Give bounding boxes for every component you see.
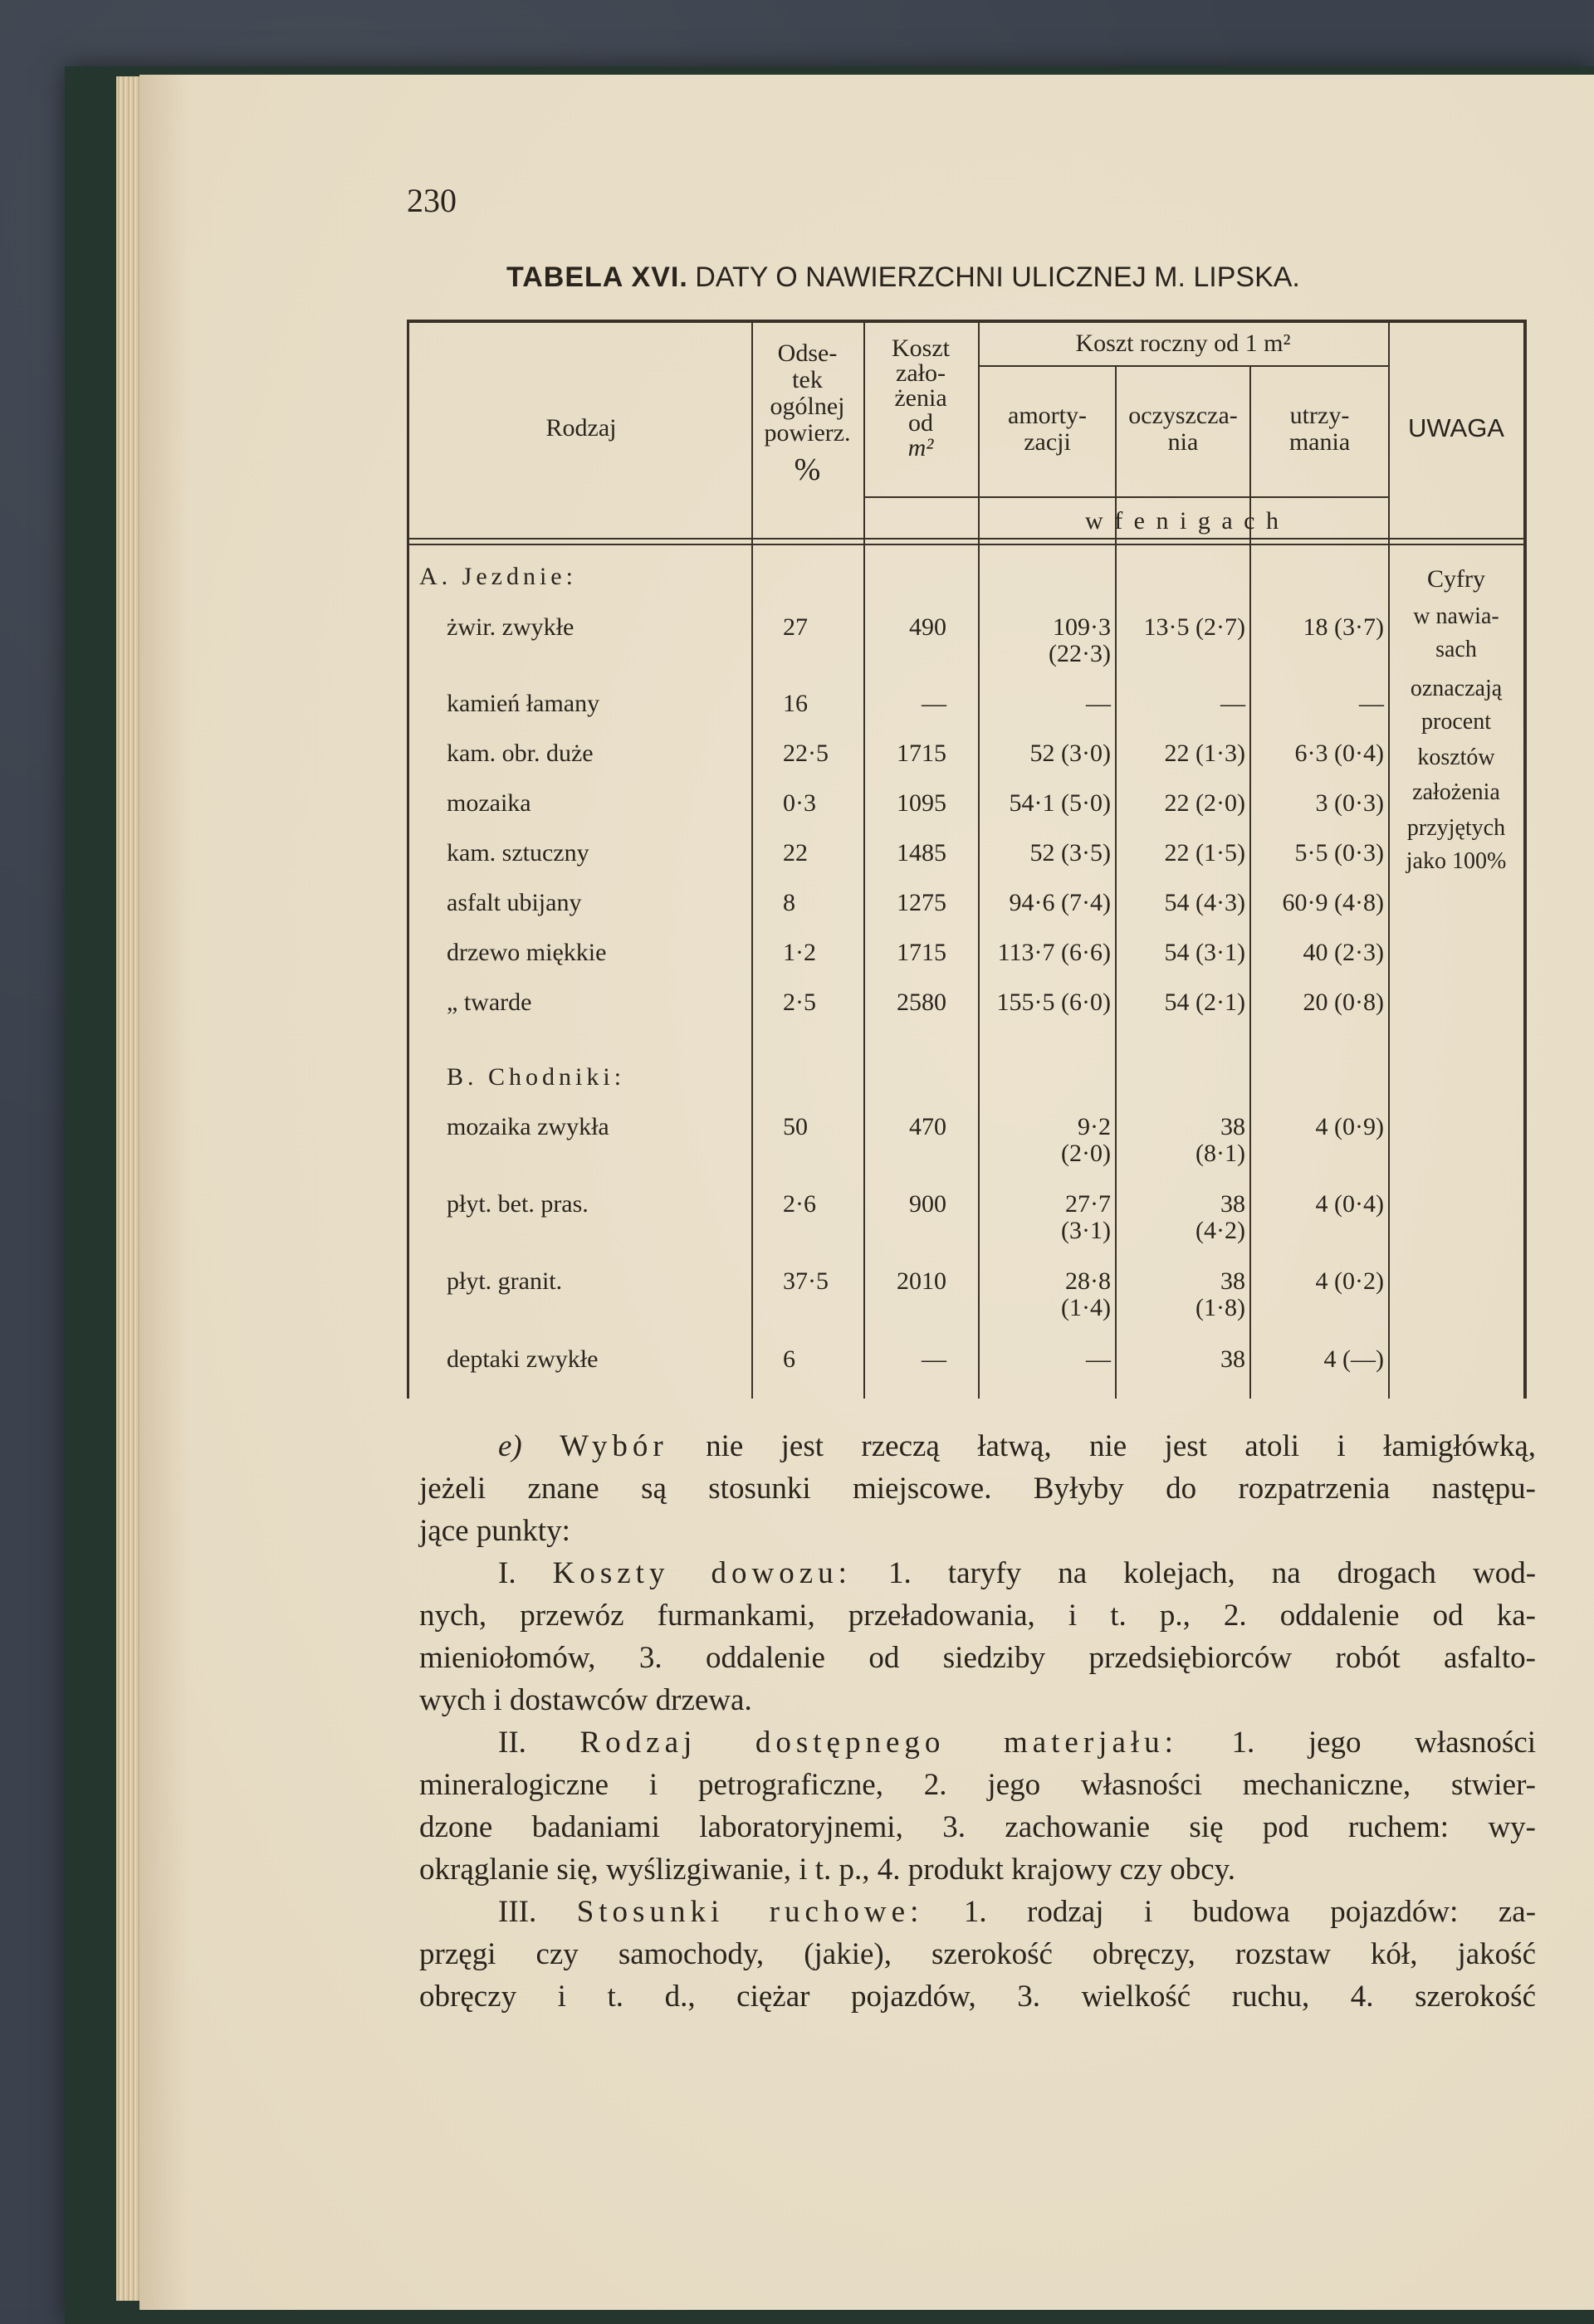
cell-name: deptaki zwykłe [447,1345,599,1373]
header-rule-2 [407,544,1526,545]
cell-name: żwir. zwykłe [447,613,575,641]
header-odsetek-unit: % [794,452,821,487]
cell-cost: 2580 [897,989,946,1016]
paragraph-e-spaced: Wybór [560,1429,668,1463]
cell-pct: 6 [783,1345,795,1373]
text-line [498,1891,1536,1933]
header-koszt-zalozenia [863,336,978,461]
cell-pct: 0·3 [783,789,816,817]
cell-cost: 1715 [897,939,946,966]
paragraph-iii-spaced: Stosunki ruchowe: [576,1895,924,1929]
cell-amort: — [1086,1345,1111,1373]
koszt-roczny-rule [978,365,1388,367]
cell-cost: 470 [909,1113,946,1140]
header-odsetek-line: Odse- [777,339,838,367]
cell-name: kam. obr. duże [447,740,594,767]
cell-amort: 113·7 (6·6) [997,939,1111,966]
paragraph-ii-lead: II. [498,1726,526,1760]
cell-oczy: 38 [1220,1345,1245,1373]
cell-utrz: 18 (3·7) [1303,613,1384,641]
cell-oczy: 54 (3·1) [1164,939,1245,966]
header-amort-line: zacji [1024,428,1071,456]
page-number: 230 [407,182,457,219]
cell-cost: 900 [909,1190,946,1218]
header-oczy-line: nia [1167,428,1199,456]
cell-amort: 54·1 (5·0) [1009,789,1111,817]
header-odsetek-line: ogólnej [770,393,845,420]
cell-utrz: 4 (0·9) [1315,1113,1384,1140]
cell-cost: — [922,1345,946,1373]
cell-utrz: 4 (0·2) [1315,1267,1384,1295]
paragraph-iii-line: 1. rodzaj i budowa pojazdów: za- [963,1895,1537,1929]
text-line: okrąglanie się, wyślizgiwanie, i t. p., 4. produkt krajowy czy obcy. [419,1853,1235,1887]
table-title-bold: TABELA XVI. [506,261,688,293]
cell-utrz: 20 (0·8) [1303,989,1384,1016]
cell-utrz: 40 (2·3) [1303,939,1384,966]
cell-cost: 490 [909,613,946,641]
cell-oczy: — [1220,690,1245,717]
fenigach-rule [863,496,1388,498]
cell-oczy: 54 (4·3) [1164,889,1245,916]
cell-name: płyt. bet. pras. [447,1190,589,1218]
cell-utrz: — [1359,690,1384,717]
cell-utrz: 6·3 (0·4) [1294,740,1384,767]
cell-pct: 1·2 [783,939,816,966]
cell-amort: 28·8 [1065,1267,1111,1295]
cell-utrz: 60·9 (4·8) [1282,889,1384,916]
header-uwaga: UWAGA [1408,413,1504,442]
cell-pct: 37·5 [783,1267,829,1295]
cell-cost: 1095 [897,789,946,817]
uwaga-line: kosztów [1417,745,1495,770]
cell-oczy: 22 (1·5) [1164,839,1245,867]
text-line: obręczy i t. d., ciężar pojazdów, 3. wielkość ruchu, 4. szerokość [419,1980,1536,2014]
cell-oczy: 38 [1220,1113,1245,1140]
header-koszt-line: od [908,409,933,437]
cell-pct: 16 [783,690,808,717]
cell-oczy: (1·8) [1196,1294,1245,1321]
cell-pct: 22·5 [783,740,829,767]
uwaga-line: sach [1435,637,1477,662]
cell-utrz: 4 (0·4) [1315,1190,1384,1218]
text-line: mieniołomów, 3. oddalenie od siedziby przedsiębiorców robót asfalto- [419,1641,1536,1675]
header-utrz-line: mania [1288,428,1351,456]
paragraph-iii-lead: III. [498,1895,537,1929]
paragraph-i-line: 1. taryfy na kolejach, na drogach wod- [888,1556,1537,1590]
uwaga-line: założenia [1412,779,1500,805]
header-rule-1 [407,538,1526,540]
cell-oczy: (8·1) [1196,1140,1245,1167]
cell-oczy: 54 (2·1) [1164,989,1245,1016]
cell-amort: — [1086,690,1111,717]
cell-amort: 27·7 [1065,1190,1111,1218]
cell-amort: (3·1) [1061,1217,1111,1244]
header-odsetek-line: powierz. [764,419,851,447]
header-utrzymania [1251,403,1388,456]
cell-pct: 8 [783,889,795,916]
uwaga-line: w nawia- [1413,603,1499,629]
section-a-title: A. Jezdnie: [419,563,577,590]
cell-name: płyt. granit. [447,1267,563,1295]
cell-pct: 50 [783,1113,808,1140]
cell-amort: 52 (3·5) [1029,839,1111,867]
cell-amort: 94·6 (7·4) [1009,889,1111,916]
cell-pct: 2·6 [783,1190,816,1218]
uwaga-line: jako 100% [1406,848,1507,874]
cell-name: kam. sztuczny [447,839,589,867]
cell-name: „ twarde [447,989,532,1016]
header-rodzaj: Rodzaj [545,414,617,442]
text-line: jeżeli znane są stosunki miejscowe. Byłyby do rozpatrzenia następu- [419,1472,1536,1506]
cell-name: kamień łamany [447,690,600,717]
cell-utrz: 5·5 (0·3) [1294,839,1384,867]
table-right-rule [1523,320,1527,1399]
cell-amort: (2·0) [1061,1140,1111,1167]
cell-oczy: 22 (2·0) [1164,789,1245,817]
cell-name: mozaika [447,789,531,817]
header-amort-line: amorty- [1008,402,1087,429]
cell-oczy: 13·5 (2·7) [1143,613,1245,641]
uwaga-line: procent [1421,709,1491,735]
cell-oczy: 22 (1·3) [1164,740,1245,767]
cell-cost: 1715 [897,740,946,767]
cell-cost: 1485 [897,839,946,867]
cell-amort: 9·2 [1078,1113,1111,1140]
header-koszt-line: zało- [896,359,946,387]
paragraph-i-lead: I. [498,1556,516,1590]
cell-oczy: (4·2) [1196,1217,1245,1244]
uwaga-line: przyjętych [1406,815,1506,841]
cell-pct: 2·5 [783,989,816,1016]
header-unit-row: w f e n i g a c h [1085,507,1281,535]
paragraph-e-line: nie jest rzeczą łatwą, nie jest atoli i łamigłówką, [706,1429,1537,1463]
text-line: nych, przewóz furmankami, przeładowania, i t. p., 2. oddalenie od ka- [419,1599,1536,1633]
cell-cost: 1275 [897,889,946,916]
table-left-rule [407,320,409,1399]
cell-amort: (22·3) [1049,640,1111,667]
header-odsetek [751,339,863,487]
cell-name: asfalt ubijany [447,889,582,916]
text-line: wych i dostawców drzewa. [419,1683,752,1717]
cell-oczy: 38 [1220,1267,1245,1295]
uwaga-line: oznaczają [1410,676,1503,701]
header-amortyzacji [980,403,1115,456]
cell-amort: 52 (3·0) [1029,740,1111,767]
text-line [498,1425,1536,1467]
cell-cost: 2010 [897,1267,946,1295]
cell-utrz: 3 (0·3) [1315,789,1384,817]
header-koszt-line: m² [907,434,934,461]
page-edges [116,76,141,2301]
cell-oczy: 38 [1220,1190,1245,1218]
cell-pct: 27 [783,613,808,641]
header-koszt-line: żenia [894,384,947,412]
header-odsetek-line: tek [792,366,823,393]
cell-name: drzewo miękkie [447,939,607,966]
table-title [506,261,1300,294]
paragraph-e-lead: e) [498,1429,522,1463]
header-koszt-line: Koszt [892,334,950,362]
cell-name: mozaika zwykła [447,1113,609,1140]
header-oczy-line: oczyszcza- [1128,402,1238,429]
cell-cost: — [922,690,946,717]
section-b-title: B. Chodniki: [447,1063,626,1091]
paragraph-ii-spaced: Rodzaj dostępnego materjału: [579,1726,1178,1760]
table-title-rest: DATY O NAWIERZCHNI ULICZNEJ M. LIPSKA. [695,261,1300,293]
cell-pct: 22 [783,839,808,867]
text-line [498,1721,1536,1764]
text-line [498,1552,1536,1594]
text-line: mineralogiczne i petrograficzne, 2. jego własności mechaniczne, stwier- [419,1768,1536,1802]
table-top-rule [407,320,1526,323]
cell-utrz: 4 (—) [1323,1345,1384,1373]
cell-amort: (1·4) [1061,1294,1111,1321]
cell-amort: 109·3 [1053,613,1111,641]
text-line: jące punkty: [419,1514,570,1548]
header-utrz-line: utrzy- [1289,402,1350,429]
header-koszt-roczny: Koszt roczny od 1 m² [1075,330,1291,357]
cell-amort: 155·5 (6·0) [996,989,1111,1016]
text-line: przęgi czy samochody, (jakie), szerokość obręczy, rozstaw kół, jakość [419,1937,1536,1971]
paragraph-ii-line: 1. jego własności [1231,1726,1537,1760]
uwaga-line: Cyfry [1427,565,1485,593]
header-oczyszczania [1117,403,1249,456]
text-line: dzone badaniami laboratoryjnemi, 3. zachowanie się pod ruchem: wy- [419,1810,1536,1844]
paragraph-i-spaced: Koszty dowozu: [552,1556,852,1590]
